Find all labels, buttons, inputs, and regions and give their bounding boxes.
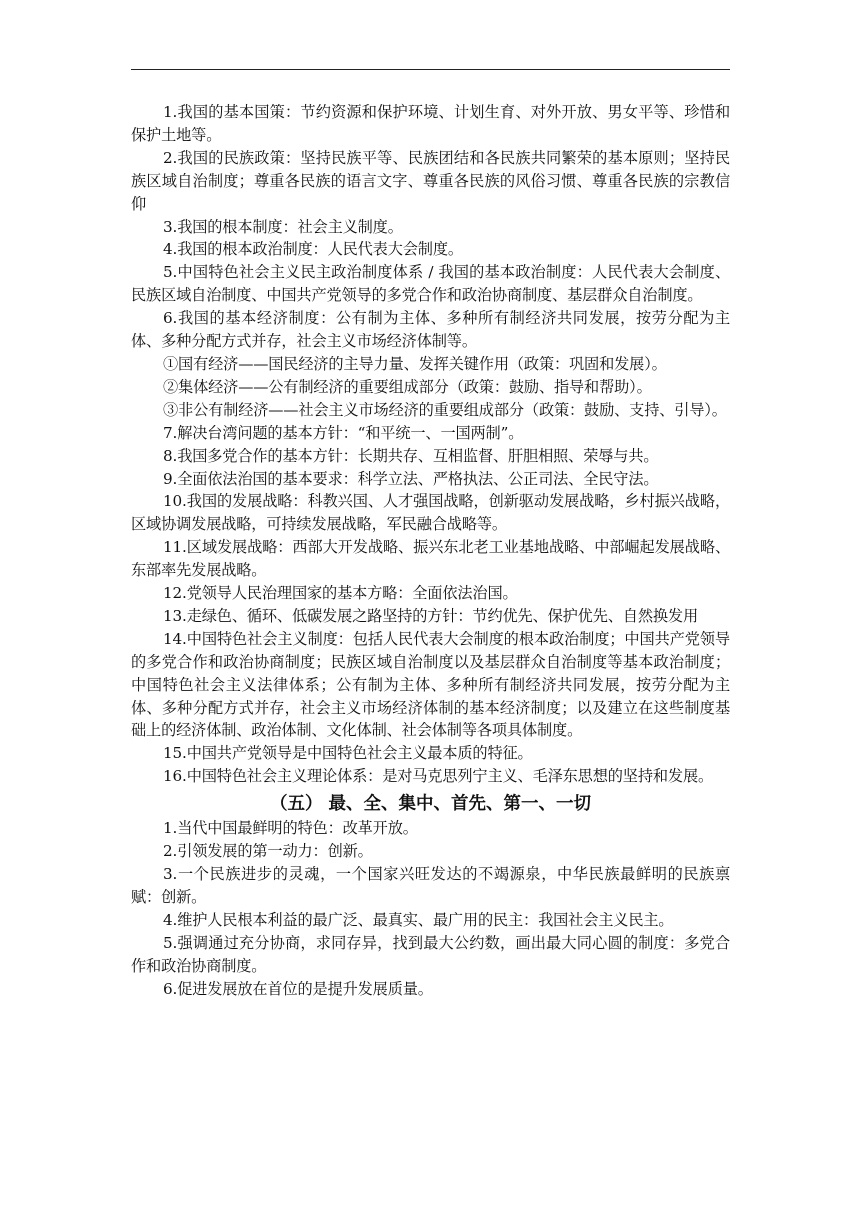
list-item: 3.一个民族进步的灵魂，一个国家兴旺发达的不竭源泉，中华民族最鲜明的民族禀赋：创新。 (131, 865, 730, 906)
list-item: 2.我国的民族政策：坚持民族平等、民族团结和各民族共同繁荣的基本原则；坚持民族区域自治制度；尊重各民族的语言文字、尊重各民族的风俗习惯、尊重各民族的宗教信仰 (131, 148, 730, 213)
list-item: 13.走绿色、循环、低碳发展之路坚持的方针：节约优先、保护优先、自然换发用 (163, 606, 698, 625)
header-rule (131, 69, 730, 70)
sub-list-item: ③非公有制经济——社会主义市场经济的重要组成部分（政策：鼓励、支持、引导）。 (163, 400, 727, 419)
section-heading: （五） 最、全、集中、首先、第一、一切 (269, 794, 592, 815)
list-item: 1.当代中国最鲜明的特色：改革开放。 (163, 819, 418, 838)
list-item: 8.我国多党合作的基本方针：长期共存、互相监督、肝胆相照、荣辱与共。 (163, 446, 659, 465)
list-item: 15.中国共产党领导是中国特色社会主义最本质的特征。 (163, 744, 533, 763)
sub-list-item: ①国有经济——国民经济的主导力量、发挥关键作用（政策：巩固和发展）。 (163, 354, 667, 373)
list-item: 12.党领导人民治理国家的基本方略：全面依法治国。 (163, 584, 518, 603)
list-item: 10.我国的发展战略：科教兴国、人才强国战略，创新驱动发展战略，乡村振兴战略，区域协调发展战略，可持续发展战略，军民融合战略等。 (131, 492, 730, 534)
list-item: 5.中国特色社会主义民主政治制度体系 / 我国的基本政治制度：人民代表大会制度、民族区域自治制度、中国共产党领导的多党合作和政治协商制度、基层群众自治制度。 (131, 263, 730, 305)
list-item: 6.我国的基本经济制度：公有制为主体、多种所有制经济共同发展，按劳分配为主体、多种分配方式并存，社会主义市场经济体制等。 (131, 309, 730, 351)
sub-list-item: ②集体经济——公有制经济的重要组成部分（政策：鼓励、指导和帮助）。 (163, 377, 652, 396)
list-item: 11.区域发展战略：西部大开发战略、振兴东北老工业基地战略、中部崛起发展战略、东部率先发展战略。 (131, 538, 730, 580)
list-item: 9.全面依法治国的基本要求：科学立法、严格执法、公正司法、全民守法。 (163, 469, 659, 488)
list-item: 14.中国特色社会主义制度：包括人民代表大会制度的根本政治制度；中国共产党领导的多党合作和政治协商制度；民族区域自治制度以及基层群众自治制度等基本政治制度；中国特色社会主义法律体系；公有制为主体、多种所有制经济共同发展，按劳分配为主体、多种分配方式并存，社会主义市场经济体制的基本经济制度；以及建立在这些制度基础上的经济体制、政治体制、文化体制、社会体制等各项具体制度。 (131, 629, 730, 740)
list-item: 5.强调通过充分协商，求同存异，找到最大公约数，画出最大同心圆的制度：多党合作和政治协商制度。 (131, 933, 730, 975)
list-item: 2.引领发展的第一动力：创新。 (163, 842, 373, 861)
list-item: 6.促进发展放在首位的是提升发展质量。 (163, 979, 433, 998)
list-item: 16.中国特色社会主义理论体系：是对马克思列宁主义、毛泽东思想的坚持和发展。 (163, 767, 714, 786)
list-item: 4.我国的根本政治制度：人民代表大会制度。 (163, 240, 463, 259)
document-body (131, 101, 730, 1000)
list-item: 4.维护人民根本利益的最广泛、最真实、最广用的民主：我国社会主义民主。 (163, 910, 674, 929)
list-item: 3.我国的根本制度：社会主义制度。 (163, 217, 403, 236)
list-item: 7.解决台湾问题的基本方针：“和平统一、一国两制”。 (163, 423, 524, 442)
list-item: 1.我国的基本国策：节约资源和保护环境、计划生育、对外开放、男女平等、珍惜和保护土地等。 (131, 103, 730, 144)
